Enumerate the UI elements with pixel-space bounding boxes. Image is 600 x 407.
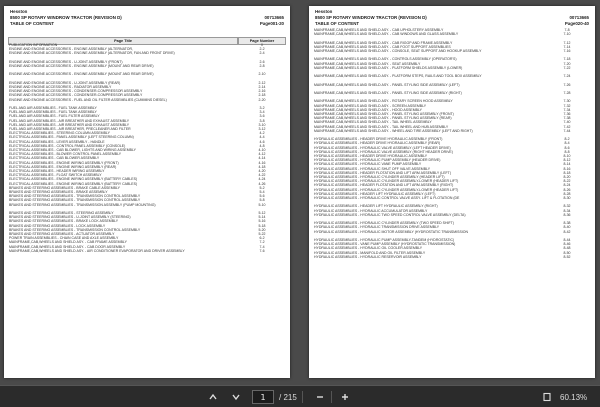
toc-entry-page-number: 4-2 [259, 131, 265, 136]
toc-entry-page-number: 8-34 [563, 208, 571, 213]
toc-row[interactable] [313, 255, 591, 259]
toc-entry-title: FUEL AND AIR ASSEMBLIES - AIR BREATHER, PRECLEANER AND FILTER [9, 127, 131, 131]
toc-entry-title: POWER TRAIN ASSEMBLIES - CHAIN CASE AND AXLE ASSEMBLY [9, 236, 119, 241]
toc-entry-page-number: 7-22 [563, 65, 571, 70]
toc-rows [313, 28, 591, 259]
toc-entry-page-number: 8-50 [563, 250, 571, 255]
chevron-down-icon [231, 392, 241, 402]
toc-entry-title: BRAKES AND STEERING ASSEMBLIES - BRAKE CABLE ASSEMBLY [9, 185, 121, 190]
toc-entry-title: MAINFRAME,CAB,WHEELS AND SHIELD ASY. - CONSOLE, SEAT SUPPORT AND HOOKUP ASSEMBLY [314, 49, 482, 53]
toc-entry-page-number: 5-18 [258, 223, 266, 228]
toc-entry-page-number: 7-42 [563, 124, 571, 129]
toc-entry-page-number: 4-14 [258, 156, 266, 161]
toc-entry-title: ENGINE AND ENGINE ACCESSORIES - ENGINE ASSEMBLY (MOUNT AND REAR DRIVE) [9, 64, 154, 68]
toc-entry-title: BRAKES AND STEERING ASSEMBLIES - TRANSMISSION ASSEMBLY (PUMP MOUNTING) [9, 202, 156, 207]
toc-entry-page-number: 5-6 [259, 194, 265, 199]
toc-entry-page-number: 8-14 [563, 162, 571, 167]
toc-entry-page-number: 8-16 [563, 166, 571, 171]
zoom-level[interactable]: 60.13% [560, 392, 588, 402]
toc-entry-title: ELECTRICAL ASSEMBLIES - LEVER ASSEMBLY - HANDLE [9, 139, 105, 144]
toc-entry-page-number: 8-44 [563, 238, 571, 242]
toc-entry-page-number: 8-40 [563, 225, 571, 230]
toc-entry-title: MAINFRAME,CAB,WHEELS AND SHIELD ASY. - CAB FOOT SUPPORT ASSEMBLIES [314, 44, 451, 49]
toc-entry-page-number: 7-10 [563, 32, 571, 37]
toc-entry-title: ENGINE AND ENGINE ACCESSORIES - ENGINE ASSEMBLY (ALTERNATOR, FAN AND FRONT DRIVE) [9, 51, 175, 56]
toc-entry-title: MAINFRAME,CAB,WHEELS AND SHIELD ASY. - PLATFORM STEPS, RAILS AND TOOL BOX ASSEMBLY [314, 74, 482, 79]
toc-entry-title: BRAKES AND STEERING ASSEMBLIES - LOCK ASSEMBLY [9, 223, 106, 228]
toc-entry-title: HYDRAULIC ASSEMBLIES - HEADER DRIVE HYDRAULIC ASSEMBLY [314, 153, 428, 158]
toc-entry-title: MAINFRAME,CAB,WHEELS AND SHIELD ASY. - AIR CONDITIONER EVAPORATOR AND DRIVER ASSEMBLY [9, 248, 185, 253]
toc-entry-title: HYDRAULIC ASSEMBLIES - VANE PUMP ASSEMBLY (HYDROSTATIC TRANSMISSION) [314, 242, 456, 247]
toc-entry-page-number: 8-52 [563, 254, 571, 259]
toc-rows [8, 43, 286, 257]
toolbar-divider [331, 391, 332, 403]
toc-entry-page-number: 5-16 [258, 219, 266, 224]
toc-entry-page-number: 4-4 [259, 135, 265, 140]
toc-entry-page-number: 8-30 [563, 196, 571, 201]
toc-entry-title: HYDRAULIC ASSEMBLIES - HYDRAULIC VALVE ASSEMBLY (LEFT HEADER DRIVE) [314, 145, 451, 150]
toc-entry-page-number: 5-4 [259, 190, 265, 195]
toc-entry-title: ELECTRICAL ASSEMBLIES - STEERING COLUMN ASSEMBLY [9, 131, 110, 136]
toc-entry-title: BRAKES AND STEERING ASSEMBLIES - U-JOINT ASSEMBLY (STEERING) [9, 215, 131, 220]
toc-row[interactable] [313, 129, 591, 137]
toc-entry-page-number: 3-6 [259, 114, 265, 119]
toc-entry-title: MAINFRAME,CAB,WHEELS AND SHIELD ASY. - SCREEN ASSEMBLY [314, 103, 427, 108]
toc-entry-page-number: 8-12 [563, 158, 571, 163]
next-page-button[interactable] [229, 390, 243, 404]
toc-entry-title: MAINFRAME,CAB,WHEELS AND SHIELD ASY. - TAIL WHEEL AND HUB ASSEMBLY [314, 124, 449, 129]
toc-entry-title: HYDRAULIC ASSEMBLIES - HYDRAULIC SHUT OFF VALVE ASSEMBLY [314, 166, 431, 171]
toc-entry-title: MAINFRAME,CAB,WHEELS AND SHIELD ASY. - CAB WINDOWS AND GLASS ASSEMBLY [314, 32, 459, 37]
toc-label: TABLE OF CONTENT [10, 21, 55, 26]
toc-entry-page-number: 8-42 [563, 229, 571, 234]
toc-entry-page-number: 8-38 [563, 221, 571, 226]
toc-entry-page-number: 4-26 [258, 181, 266, 186]
toc-row[interactable] [8, 203, 286, 211]
toc-row[interactable] [8, 98, 286, 106]
toc-entry-page-number: 8-20 [563, 175, 571, 179]
toc-entry-title: ELECTRICAL ASSEMBLIES - CAB BLOWER ASSEMBLY [9, 156, 100, 161]
toc-entry-page-number: 7-4 [259, 244, 265, 249]
toc-entry-title: ENGINE AND ENGINE ACCESSORIES - CONDENSER-COMPRESSOR ASSEMBLY [9, 93, 143, 98]
toc-entry-page-number: 5-10 [258, 202, 266, 207]
toc-entry-title: HYDRAULIC ASSEMBLIES - HYDRAULIC CYLINDER ASSEMBLY-LOWER (HEADER LIFT) [314, 179, 459, 184]
toc-entry-page-number: 5-2 [259, 185, 265, 190]
toc-entry-page-number: 7-44 [563, 128, 571, 133]
toc-entry-title: MAINFRAME,CAB,WHEELS AND SHIELD ASY. - WHEEL AND TIRE ASSEMBLY (LEFT AND RIGHT) [314, 128, 473, 133]
toc-entry-page-number: 4-16 [258, 160, 266, 165]
toc-row[interactable] [313, 91, 591, 99]
toc-entry-title: ENGINE AND ENGINE ACCESSORIES - U-JOINT ASSEMBLY (REAR) [9, 80, 121, 85]
toc-entry-page-number: 7-24 [563, 74, 571, 79]
toc-entry-page-number: 7-30 [563, 99, 571, 104]
toc-row[interactable] [8, 51, 286, 59]
toc-entry-title: HYDRAULIC ASSEMBLIES - HYDRAULIC MOTOR ASSEMBLY (HYDROSTATIC TRANSMISSION [314, 229, 469, 234]
toc-entry-title: MAINFRAME,CAB,WHEELS AND SHIELD ASY. - HOOD ASSEMBLY [314, 107, 423, 112]
toc-entry-title: HYDRAULIC ASSEMBLIES - HEADER DRIVE HYDRAULIC ASSEMBLY (REAR) [314, 141, 441, 146]
toc-entry-page-number: 7-8 [564, 28, 570, 32]
zoom-out-button[interactable] [313, 390, 327, 404]
toc-entry-page-number: 2-20 [258, 97, 266, 102]
toc-entry-title: HYDRAULIC ASSEMBLIES - MANIFOLD AND OIL FILTER ASSEMBLY [314, 250, 426, 255]
toc-entry-page-number: 7-32 [563, 103, 571, 108]
toc-entry-title: FUEL AND AIR ASSEMBLIES - AIR BREATHER AND EXHAUST ASSEMBLY [9, 118, 130, 123]
toc-entry-title: ENGINE AND ENGINE ACCESSORIES - ENGINE ASSEMBLY (ALTERNATOR, [9, 47, 133, 52]
toc-entry-title: ELECTRICAL ASSEMBLIES - PANEL ASSEMBLY (LEFT STEERING COLUMN) [9, 135, 134, 140]
toc-entry-title: ELECTRICAL ASSEMBLIES - CAB BLOWER, LIGHTS AND WIRING ASSEMBLY [9, 148, 137, 153]
toc-entry-title: MAINFRAME,CAB,WHEELS AND SHIELD ASY. - CAB DOOR ASSEMBLY [9, 244, 126, 249]
toc-entry-page-number: 2-16 [258, 89, 266, 94]
toc-entry-page-number: 3-12 [258, 127, 266, 131]
toc-entry-title: MAINFRAME,CAB,WHEELS AND SHIELD ASY. - TAIL WHEEL ASSEMBLY [314, 120, 432, 125]
toc-entry-title: HYDRAULIC ASSEMBLIES - HYDRAULIC VANE PUMP ASSEMBLY [314, 162, 422, 167]
toc-entry-title: ELECTRICAL ASSEMBLIES - ENGINE WIRING ASSEMBLY (FRONT) [9, 160, 119, 165]
toc-entry-title: HYDRAULIC ASSEMBLIES - HEADER LIFT HYDRAULIC ASSEMBLY (LEFT) [314, 191, 436, 196]
toc-entry-page-number: 8-4 [564, 141, 570, 146]
toc-entry-page-number: 2-8 [259, 64, 265, 68]
zoom-in-button[interactable] [338, 390, 352, 404]
toc-entry-title: HYDRAULIC ASSEMBLIES - HYDRAULIC ACCUMULATOR ASSEMBLY [314, 208, 428, 213]
toc-entry-page-number: 5-20 [258, 227, 266, 232]
toc-entry-title: HYDRAULIC ASSEMBLIES - HEADER FLOTATION AND LIFT ARM ASSEMBLY (RIGHT) [314, 183, 454, 188]
toc-entry-page-number: 8-46 [563, 242, 571, 247]
toc-row[interactable] [8, 249, 286, 257]
toc-entry-page-number: 8-28 [563, 191, 571, 196]
toc-entry-page-number: 8-22 [563, 179, 571, 184]
toc-entry-page-number: 7-12 [563, 40, 571, 45]
page-range-label: Page001-20 [259, 21, 284, 26]
toc-entry-title: ENGINE AND ENGINE ACCESSORIES - RADIATOR ASSEMBLY [9, 84, 112, 89]
toc-entry-page-number: 4-6 [259, 139, 265, 144]
toolbar-divider [302, 391, 303, 403]
toc-entry-page-number: 7-40 [563, 120, 571, 125]
toc-entry-title: HYDRAULIC ASSEMBLIES - HEADER DRIVE HYDRAULIC ASSEMBLY (FRONT) [314, 137, 443, 142]
toc-entry-page-number: 8-48 [563, 246, 571, 251]
toc-entry-page-number: 4-8 [259, 143, 265, 148]
toc-entry-page-number: 2-10 [258, 72, 266, 77]
toc-entry-title: MAINFRAME,CAB,WHEELS AND SHIELD ASY. - SEAT ASSEMBLY [314, 61, 421, 66]
toc-entry-title: ELECTRICAL ASSEMBLIES - BLOWER CONTROL PANEL ASSEMBLY [9, 152, 122, 157]
toc-entry-page-number: 7-18 [563, 57, 571, 62]
toc-entry-page-number: 4-18 [258, 164, 266, 169]
toc-row[interactable] [313, 32, 591, 40]
toc-entry-title: HYDRAULIC ASSEMBLIES - HYDRAULIC RESERVOIR ASSEMBLY [314, 254, 422, 259]
toc-entry-page-number: 6-2 [259, 236, 265, 241]
toc-entry-title: FUEL AND AIR ASSEMBLIES - AIR BREATHER AND EXHAUST ASSEMBLY [9, 122, 130, 127]
toc-entry-page-number: 7-26 [563, 82, 571, 87]
document-number: 00713665 [569, 15, 589, 20]
toc-table [313, 28, 591, 259]
toc-entry-title: HYDRAULIC ASSEMBLIES - HYDRAULIC CYLINDER ASSEMBLY (HEADER LIFT) [314, 175, 445, 179]
toc-entry-page-number: 8-36 [563, 212, 571, 217]
toc-entry-title: FUEL AND AIR ASSEMBLIES - FUEL TANK ASSEMBLY [9, 105, 97, 110]
toc-entry-page-number: 7-28 [563, 90, 571, 95]
toc-entry-title: ELECTRICAL ASSEMBLIES - CONTROL PANEL ASSEMBLY (CONSOLE) [9, 143, 126, 148]
toc-entry-page-number: 2-12 [258, 80, 266, 85]
toc-entry-page-number: 2-18 [258, 93, 266, 98]
plus-icon [340, 392, 350, 402]
toc-entry-title: ELECTRICAL ASSEMBLIES - ENGINE WIRING ASSEMBLY (REAR) [9, 164, 117, 169]
document-title: 8500 SP ROTARY WINDROW TRACTOR (REVISION D) [10, 15, 122, 20]
toc-entry-title: HYDRAULIC ASSEMBLIES - HYDRAULIC TWO SPEED CONTROL VALVE ASSEMBLY (DELTA) [314, 212, 466, 217]
column-header-title: Page Title [8, 37, 238, 45]
toc-entry-title: ELECTRICAL ASSEMBLIES - ENGINE WIRING ASSEMBLY (BATTERY CABLES) [9, 177, 138, 182]
toc-entry-page-number: 7-34 [563, 107, 571, 112]
toc-entry-page-number: 4-24 [258, 177, 266, 182]
toc-entry-title: HYDRAULIC ASSEMBLIES - HYDRAULIC CYLINDER ASSEMBLY (TWO SPEED SHIFT) [314, 221, 454, 226]
page-range-label: Page020-40 [564, 21, 589, 26]
toc-entry-title: MAINFRAME,CAB,WHEELS AND SHIELD ASY. - CAB FRAME ASSEMBLY [9, 240, 127, 245]
toc-entry-title: HYDRAULIC ASSEMBLIES - HYDRAULIC CONTROL VALVE ASSY. LIFT & FLOTATION (DE [314, 196, 460, 201]
brand-name: Hesston [315, 9, 333, 14]
toc-entry-title: ELECTRICAL ASSEMBLIES - ENGINE WIRING ASSEMBLY (BATTERY CABLES) [9, 181, 138, 186]
toc-row[interactable] [313, 74, 591, 82]
toc-entry-title: ELECTRICAL ASSEMBLIES - FLOAT SWITCH ASSEMBLY [9, 173, 102, 178]
toc-entry-page-number: 4-20 [258, 169, 266, 174]
toc-entry-title: MAINFRAME,CAB,WHEELS AND SHIELD ASY. - PANEL STYLING SIDE ASSEMBLY (RIGHT) [314, 90, 462, 95]
toc-row[interactable] [8, 64, 286, 72]
toc-entry-title: BRAKES AND STEERING ASSEMBLIES - ACTUATOR ASSEMBLY [9, 232, 115, 237]
fit-page-icon [542, 392, 552, 402]
toc-entry-title: HYDRAULIC ASSEMBLIES - HYDRAULIC TRANSMISSION DRIVE ASSEMBLY [314, 225, 440, 230]
toc-entry-title: FUEL AND AIR ASSEMBLIES - FUEL FILTER ASSEMBLY [9, 114, 100, 119]
toc-entry-title: HYDRAULIC ASSEMBLIES - HEADER LIFT HYDRAULIC ASSEMBLY (RIGHT) [314, 204, 438, 209]
toc-entry-title: HYDRAULIC ASSEMBLIES - HYDRAULIC OIL COOLER ASSEMBLY [314, 246, 423, 251]
toc-entry-title: BRAKES AND STEERING ASSEMBLIES - STEERING ASSEMBLY [9, 211, 114, 216]
toc-entry-page-number: 7-36 [563, 111, 571, 116]
document-number: 00713665 [264, 15, 284, 20]
toc-row[interactable] [313, 83, 591, 91]
toc-entry-title: HYDRAULIC ASSEMBLIES - HEADER FLOTATION AND LIFT ARM ASSEMBLY (LEFT) [314, 170, 451, 175]
toc-entry-title: ENGINE AND ENGINE ACCESSORIES - U-JOINT ASSEMBLY (FRONT) [9, 59, 123, 64]
toc-entry-page-number: 8-26 [563, 187, 571, 192]
column-header-number: Page Number [238, 37, 286, 45]
toc-entry-page-number: 7-20 [563, 61, 571, 66]
page-total: / 215 [279, 392, 297, 402]
toc-row[interactable] [313, 230, 591, 238]
toc-entry-page-number: 8-24 [563, 183, 571, 188]
toc-entry-page-number: 4-22 [258, 173, 266, 178]
toc-entry-page-number: 2-2 [259, 47, 265, 52]
fit-page-button[interactable] [540, 390, 554, 404]
toc-entry-page-number: 3-2 [259, 105, 265, 110]
toc-entry-page-number: 2-4 [259, 51, 265, 56]
toc-entry-page-number: 7-6 [259, 248, 265, 253]
toc-entry-title: ENGINE AND ENGINE ACCESSORIES - CONDENSER-COMPRESSOR ASSEMBLY [9, 89, 143, 94]
toc-entry-page-number: 8-2 [564, 137, 570, 142]
toc-entry-title: BRAKES AND STEERING ASSEMBLIES - TRANSMISSION CONTROL ASSEMBLY [9, 227, 141, 232]
toc-entry-title: ENGINE AND ENGINE ACCESSORIES - FUEL AND OIL FILTER ASSEMBLIES (CUMMINS DIESEL) [9, 97, 167, 102]
toc-row[interactable] [313, 196, 591, 204]
toc-entry-title: BRAKES AND STEERING ASSEMBLIES - TRANSMISSION CONTROL ASSEMBLY [9, 198, 141, 203]
toc-row[interactable] [313, 66, 591, 74]
toc-row[interactable] [313, 49, 591, 57]
toc-entry-page-number: 5-22 [258, 232, 266, 237]
brand-name: Hesston [10, 9, 28, 14]
toc-entry-title: FUEL AND AIR ASSEMBLIES - FUEL TANK ASSEMBLY [9, 110, 97, 115]
toc-entry-page-number: 0 [261, 43, 263, 47]
toc-entry-title: MAINFRAME,CAB,WHEELS AND SHIELD ASY. - PANEL STYLING ASSEMBLY (REAR) [314, 116, 452, 121]
toc-entry-page-number: 3-8 [259, 118, 265, 123]
toc-entry-page-number: 8-8 [564, 149, 570, 154]
page-number-input[interactable]: 1 [252, 390, 274, 404]
toc-entry-title: HYDRAULIC ASSEMBLIES - HYDRAULIC CYLINDER ASSEMBLY-LOWER (HEADER LIFT) [314, 187, 459, 192]
toc-entry-page-number: 5-8 [259, 198, 265, 203]
toc-entry-title: HYDRAULIC ASSEMBLIES - HYDRAULIC PUMP ASSEMBLY-TANDEM (HYDROSTATIC) [314, 238, 455, 242]
toc-entry-page-number: 8-10 [563, 153, 571, 158]
toc-entry-page-number: 7-2 [259, 240, 265, 245]
toc-table [8, 37, 286, 257]
toc-entry-title: HYDRAULIC ASSEMBLIES - HYDRAULIC PUMP ASSEMBLY (HEADER DRIVE) [314, 158, 441, 163]
toc-entry-title: BRAKES AND STEERING ASSEMBLIES - BRAKE LOCK ASSEMBLY [9, 219, 119, 224]
toc-entry-title: BRAKES AND STEERING ASSEMBLIES - TRANSMISSION CONTROL ASSEMBLY [9, 194, 141, 199]
toc-entry-page-number: 8-6 [564, 145, 570, 150]
toc-row[interactable] [8, 72, 286, 80]
toc-entry-page-number: 4-12 [258, 152, 266, 157]
document-title: 8500 SP ROTARY WINDROW TRACTOR (REVISION D) [315, 15, 427, 20]
toc-entry-title: MAINFRAME,CAB,WHEELS AND SHIELD ASY. - ROTARY SCREEN HOOD ASSEMBLY [314, 99, 453, 104]
pdf-page-left [4, 6, 290, 378]
toc-entry-title: HYDRAULIC ASSEMBLIES - HYDRAULIC VALVE ASSEMBLY (RIGHT HEADER DRIVE) [314, 149, 453, 154]
toc-entry-page-number: 7-16 [563, 49, 571, 53]
toc-label: TABLE OF CONTENT [315, 21, 360, 26]
toc-entry-page-number: 5-14 [258, 215, 266, 220]
toc-entry-title: PUBLICATION INFORMATION [9, 43, 58, 47]
toc-entry-title: BRAKES AND STEERING ASSEMBLIES - BRAKE ASSEMBLY [9, 190, 108, 195]
prev-page-button[interactable] [206, 390, 220, 404]
toc-entry-title: MAINFRAME,CAB,WHEELS AND SHIELD ASY. - CAB UPHOLSTERY ASSEMBLY [314, 28, 444, 32]
toc-entry-title: MAINFRAME,CAB,WHEELS AND SHIELD ASY. - CAB RIGGP AND FRAME ASSEMBLY [314, 40, 453, 45]
toc-entry-page-number: 2-6 [259, 59, 265, 64]
toc-entry-page-number: 3-4 [259, 110, 265, 115]
viewer-toolbar [0, 385, 600, 407]
toc-entry-title: ELECTRICAL ASSEMBLIES - HEADER WIRING ASSEMBLY [9, 169, 105, 174]
toc-entry-page-number: 7-14 [563, 44, 571, 49]
toc-entry-title: ENGINE AND ENGINE ACCESSORIES - ENGINE ASSEMBLY (MOUNT AND REAR DRIVE) [9, 72, 154, 77]
toc-entry-title: MAINFRAME,CAB,WHEELS AND SHIELD ASY. - PLATFORM SHIELDS ASSEMBLY (LOWER) [314, 65, 463, 70]
toc-entry-page-number: 5-12 [258, 211, 266, 216]
toc-entry-page-number: 8-32 [563, 204, 571, 209]
toc-entry-title: MAINFRAME,CAB,WHEELS AND SHIELD ASY. - CONTROLS ASSEMBLY (OPERATOR'S) [314, 57, 457, 62]
minus-icon [315, 392, 325, 402]
toc-entry-page-number: 3-10 [258, 122, 266, 127]
chevron-up-icon [208, 392, 218, 402]
toc-row[interactable] [313, 213, 591, 221]
toc-entry-title: MAINFRAME,CAB,WHEELS AND SHIELD ASY. - PANEL STYLING SIDE ASSEMBLY (LEFT) [314, 82, 460, 87]
toc-entry-page-number: 7-38 [563, 116, 571, 121]
toc-entry-page-number: 2-14 [258, 84, 266, 89]
page-header [4, 6, 290, 35]
toc-entry-page-number: 4-10 [258, 148, 266, 153]
toc-entry-page-number: 8-18 [563, 170, 571, 175]
pdf-page-right [309, 6, 595, 378]
toc-entry-title: MAINFRAME,CAB,WHEELS AND SHIELD ASY. - PANEL STYLING ASSEMBLY (FRONT) [314, 111, 454, 116]
